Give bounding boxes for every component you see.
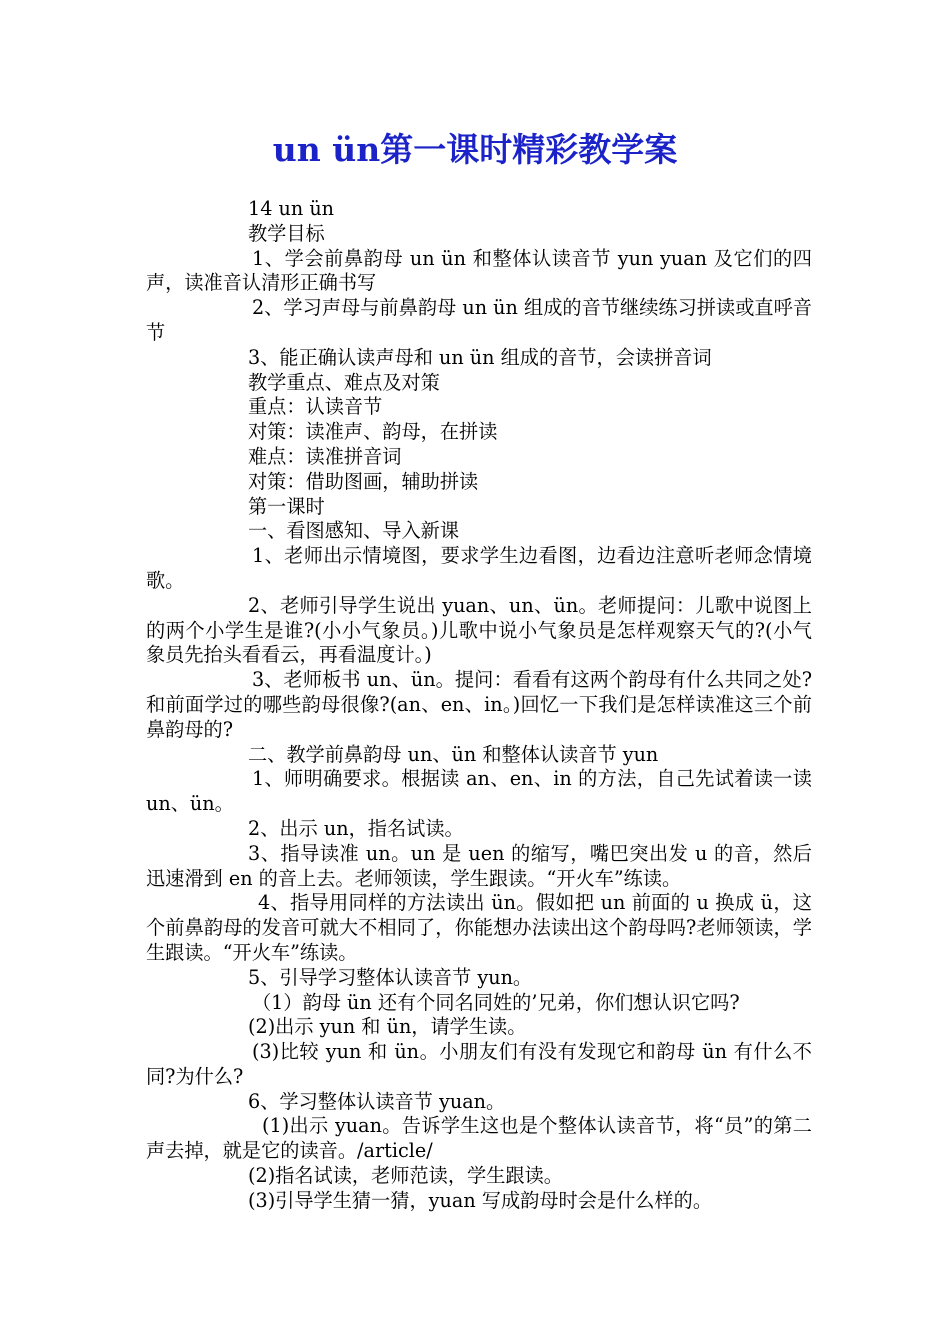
document-title: un ün第一课时精彩教学案 <box>272 130 678 169</box>
paragraph: 1、老师出示情境图，要求学生边看图，边看边注意听老师念情境歌。 <box>146 544 812 592</box>
paragraph: （1）韵母 ün 还有个同名同姓的’兄弟，你们想认识它吗? <box>252 990 740 1014</box>
paragraph: 2、出示 un，指名试读。 <box>248 816 464 840</box>
paragraph: 第一课时 <box>248 494 325 518</box>
paragraph: 3、老师板书 un、ün。提问：看看有这两个韵母有什么共同之处?和前面学过的哪些韵母很像?(an、en、in。)回忆一下我们是怎样读准这三个前鼻韵母的? <box>146 668 812 741</box>
paragraph: 3、能正确认读声母和 un ün 组成的音节，会读拼音词 <box>248 345 712 369</box>
paragraph: 对策：借助图画，辅助拼读 <box>248 469 479 493</box>
paragraph: 教学重点、难点及对策 <box>248 370 440 394</box>
paragraph: 一、看图感知、导入新课 <box>248 519 460 543</box>
paragraph: 1、师明确要求。根据读 an、en、in 的方法，自己先试着读一读 un、ün。 <box>146 767 812 816</box>
paragraph: (3)引导学生猜一猜，yuan 写成韵母时会是什么样的。 <box>248 1188 713 1212</box>
paragraph: 2、老师引导学生说出 yuan、un、ün。老师提问：儿歌中说图上的两个小学生是谁?(小小气象员。)儿歌中说小气象员是怎样观察天气的?(小气象员先抬头看看云，再看温度计。) <box>146 593 812 667</box>
paragraph: 二、教学前鼻韵母 un、ün 和整体认读音节 yun <box>248 742 659 766</box>
paragraph: 5、引导学习整体认读音节 yun。 <box>248 965 533 989</box>
document-body <box>146 197 812 1214</box>
paragraph: 难点：读准拼音词 <box>248 444 402 468</box>
paragraph: (2)指名试读，老师范读，学生跟读。 <box>248 1164 563 1188</box>
paragraph: (3)比较 yun 和 ün。小朋友们有没有发现它和韵母 ün 有什么不同?为什么? <box>146 1040 812 1088</box>
paragraph: 1、学会前鼻韵母 un ün 和整体认读音节 yun yuan 及它们的四声，读准音认清形正确书写 <box>146 246 812 295</box>
paragraph: 教学目标 <box>248 221 325 245</box>
paragraph: 6、学习整体认读音节 yuan。 <box>248 1089 506 1113</box>
paragraph: 对策：读准声、韵母，在拼读 <box>248 420 498 444</box>
paragraph: 4、指导用同样的方法读出 ün。假如把 un 前面的 u 换成 ü，这个前鼻韵母的发音可就大不相同了，你能想办法读出这个韵母吗?老师领读，学生跟读。“开火车”练读。 <box>146 891 812 964</box>
paragraph: 3、指导读准 un。un 是 uen 的缩写，嘴巴突出发 u 的音，然后迅速滑到 en 的音上去。老师领读，学生跟读。“开火车”练读。 <box>146 841 812 890</box>
paragraph: 重点：认读音节 <box>248 395 383 419</box>
paragraph: 14 un ün <box>248 197 335 220</box>
paragraph: (1)出示 yuan。告诉学生这也是个整体认读音节，将“员”的第二声去掉，就是它的读音。/article/ <box>146 1114 812 1163</box>
paragraph: (2)出示 yun 和 ün，请学生读。 <box>248 1015 527 1039</box>
paragraph: 2、学习声母与前鼻韵母 un ün 组成的音节继续练习拼读或直呼音节 <box>146 296 812 344</box>
